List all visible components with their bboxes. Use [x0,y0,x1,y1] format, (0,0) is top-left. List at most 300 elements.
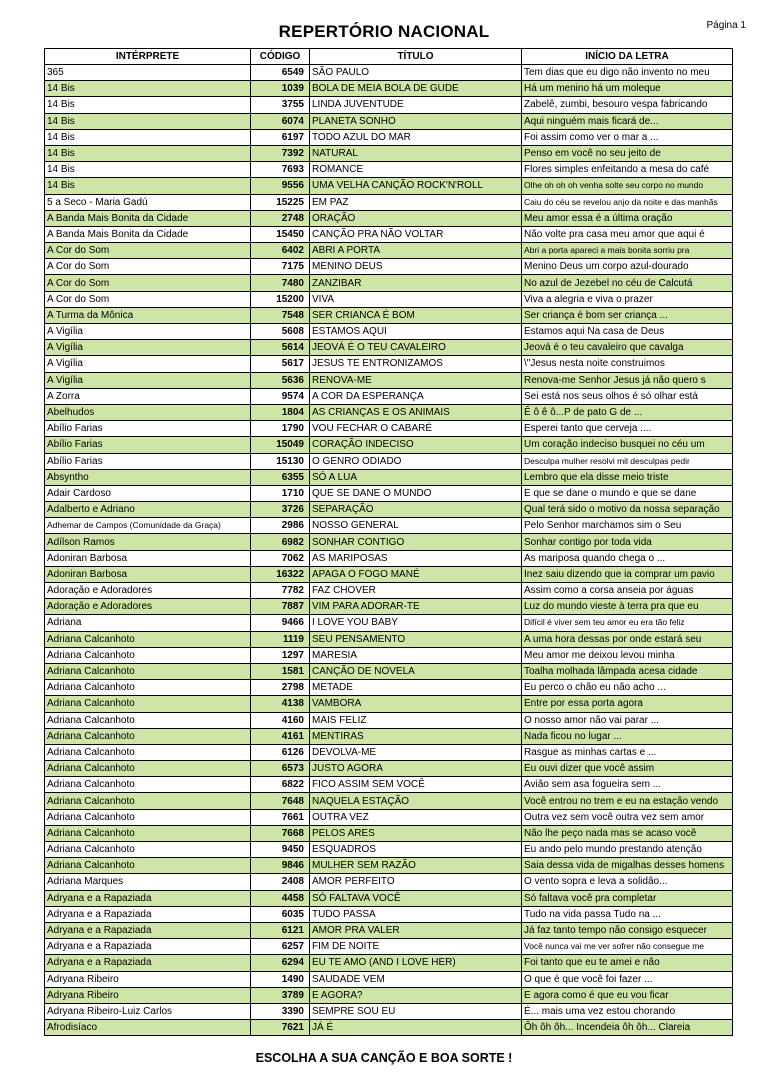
cell-inicio-da-letra: Ser criança é bom ser criança ... [522,307,733,323]
cell-titulo: PLANETA SONHO [310,113,522,129]
cell-interprete: 14 Bis [45,145,251,161]
cell-interprete: Adriana Calcanhoto [45,793,251,809]
cell-inicio-da-letra: O que é que você foi fazer ... [522,971,733,987]
column-header-titulo: TÍTULO [310,49,522,65]
cell-titulo: E AGORA? [310,987,522,1003]
cell-titulo: MAIS FELIZ [310,712,522,728]
cell-codigo: 1297 [251,647,310,663]
cell-titulo: VIM PARA ADORAR-TE [310,599,522,615]
cell-interprete: Adhemar de Campos (Comunidade da Graça) [45,518,251,534]
cell-codigo: 15049 [251,437,310,453]
cell-titulo: SONHAR CONTIGO [310,534,522,550]
cell-interprete: A Cor do Som [45,259,251,275]
cell-codigo: 15225 [251,194,310,210]
cell-titulo: FAZ CHOVER [310,583,522,599]
cell-titulo: JEOVÁ É O TEU CAVALEIRO [310,340,522,356]
cell-titulo: FICO ASSIM SEM VOCÊ [310,777,522,793]
cell-inicio-da-letra: Assim como a corsa anseia por águas [522,583,733,599]
table-row [45,210,733,226]
column-header-codigo: CÓDIGO [251,49,310,65]
cell-interprete: A Cor do Som [45,243,251,259]
cell-codigo: 6573 [251,761,310,777]
table-row [45,534,733,550]
cell-titulo: EM PAZ [310,194,522,210]
cell-titulo: EU TE AMO (AND I LOVE HER) [310,955,522,971]
table-row [45,599,733,615]
table-row [45,874,733,890]
cell-interprete: Adriana Calcanhoto [45,842,251,858]
cell-interprete: A Banda Mais Bonita da Cidade [45,226,251,242]
column-header-inicio-da-letra: INÍCIO DA LETRA [522,49,733,65]
cell-titulo: MARESIA [310,647,522,663]
table-row [45,502,733,518]
cell-interprete: Adriana Calcanhoto [45,680,251,696]
cell-inicio-da-letra: Nada ficou no lugar ... [522,728,733,744]
cell-interprete: Adoração e Adoradores [45,599,251,615]
cell-codigo: 2748 [251,210,310,226]
cell-interprete: Abílio Farias [45,421,251,437]
cell-inicio-da-letra: Um coração indeciso busquei no céu um [522,437,733,453]
cell-interprete: Adryana Ribeiro-Luiz Carlos [45,1003,251,1019]
table-row [45,955,733,971]
cell-interprete: Adriana Calcanhoto [45,728,251,744]
cell-inicio-da-letra: O nosso amor não vai parar ... [522,712,733,728]
cell-inicio-da-letra: Há um menino há um moleque [522,81,733,97]
table-row [45,647,733,663]
cell-titulo: SER CRIANCA É BOM [310,307,522,323]
cell-codigo: 7782 [251,583,310,599]
cell-inicio-da-letra: Já faz tanto tempo não consigo esquecer [522,922,733,938]
cell-titulo: ESQUADROS [310,842,522,858]
table-row [45,825,733,841]
cell-codigo: 7693 [251,162,310,178]
cell-titulo: VAMBORA [310,696,522,712]
table-row [45,453,733,469]
cell-codigo: 1710 [251,485,310,501]
cell-codigo: 3755 [251,97,310,113]
cell-titulo: NOSSO GENERAL [310,518,522,534]
cell-inicio-da-letra: Qual terá sido o motivo da nossa separação [522,502,733,518]
cell-inicio-da-letra: Não lhe peço nada mas se acaso você [522,825,733,841]
cell-interprete: Adriana Calcanhoto [45,809,251,825]
cell-codigo: 4160 [251,712,310,728]
cell-inicio-da-letra: Eu ouvi dizer que você assim [522,761,733,777]
cell-interprete: 365 [45,65,251,81]
cell-titulo: O GENRO ODIADO [310,453,522,469]
cell-interprete: 14 Bis [45,162,251,178]
cell-interprete: Adoração e Adoradores [45,583,251,599]
table-row [45,97,733,113]
cell-inicio-da-letra: Foi tanto que eu te amei e não [522,955,733,971]
cell-codigo: 7175 [251,259,310,275]
cell-titulo: SEMPRE SOU EU [310,1003,522,1019]
cell-interprete: Adriana Calcanhoto [45,777,251,793]
cell-inicio-da-letra: E agora como é que eu vou ficar [522,987,733,1003]
table-row [45,696,733,712]
cell-inicio-da-letra: Inez saiu dizendo que ia comprar um pavio [522,566,733,582]
cell-inicio-da-letra: Estamos aqui Na casa de Deus [522,324,733,340]
cell-titulo: JÁ É [310,1020,522,1036]
cell-codigo: 6355 [251,469,310,485]
table-row [45,728,733,744]
cell-interprete: 14 Bis [45,113,251,129]
cell-titulo: MULHER SEM RAZÃO [310,858,522,874]
cell-inicio-da-letra: Flores simples enfeitando a mesa do café [522,162,733,178]
table-row [45,1020,733,1036]
cell-codigo: 2798 [251,680,310,696]
table-row [45,761,733,777]
cell-codigo: 4161 [251,728,310,744]
table-row [45,550,733,566]
table-row [45,793,733,809]
cell-inicio-da-letra: Ôh ôh ôh... Incendeia ôh ôh... Clareia [522,1020,733,1036]
table-row [45,744,733,760]
table-row [45,81,733,97]
cell-inicio-da-letra: O vento sopra e leva a solidão... [522,874,733,890]
cell-inicio-da-letra: Você entrou no trem e eu na estação vendo [522,793,733,809]
table-row [45,1003,733,1019]
table-row [45,663,733,679]
cell-interprete: Adriana Calcanhoto [45,858,251,874]
cell-inicio-da-letra: \"Jesus nesta noite construimos [522,356,733,372]
cell-interprete: Abílio Farias [45,453,251,469]
cell-titulo: I LOVE YOU BABY [310,615,522,631]
cell-interprete: Adryana e a Rapaziada [45,922,251,938]
table-body [45,65,733,1036]
cell-codigo: 6074 [251,113,310,129]
cell-interprete: Abelhudos [45,404,251,420]
cell-interprete: Adriana Calcanhoto [45,647,251,663]
cell-titulo: VIVA [310,291,522,307]
table-row [45,194,733,210]
cell-titulo: TUDO PASSA [310,906,522,922]
cell-titulo: SÓ A LUA [310,469,522,485]
cell-inicio-da-letra: Jeová é o teu cavaleiro que cavalga [522,340,733,356]
cell-inicio-da-letra: Sei está nos seus olhos é só olhar está [522,388,733,404]
cell-inicio-da-letra: A uma hora dessas por onde estará seu [522,631,733,647]
cell-inicio-da-letra: Você nunca vai me ver sofrer não consegue me [522,939,733,955]
cell-inicio-da-letra: Renova-me Senhor Jesus já não quero s [522,372,733,388]
cell-interprete: Absyntho [45,469,251,485]
cell-interprete: Adriana Calcanhoto [45,744,251,760]
cell-interprete: 5 a Seco - Maria Gadú [45,194,251,210]
table-row [45,842,733,858]
cell-titulo: OUTRA VEZ [310,809,522,825]
cell-interprete: Adriana Calcanhoto [45,631,251,647]
cell-inicio-da-letra: Foi assim como ver o mar a ... [522,129,733,145]
cell-interprete: A Zorra [45,388,251,404]
cell-codigo: 9556 [251,178,310,194]
cell-codigo: 7062 [251,550,310,566]
cell-inicio-da-letra: Só faltava você pra completar [522,890,733,906]
table-row [45,129,733,145]
cell-codigo: 7668 [251,825,310,841]
cell-codigo: 3390 [251,1003,310,1019]
cell-codigo: 6294 [251,955,310,971]
cell-interprete: A Vigília [45,324,251,340]
cell-interprete: Adryana e a Rapaziada [45,955,251,971]
cell-inicio-da-letra: Menino Deus um corpo azul-dourado [522,259,733,275]
cell-titulo: AS CRIANÇAS E OS ANIMAIS [310,404,522,420]
cell-titulo: METADE [310,680,522,696]
page-title: REPERTÓRIO NACIONAL [278,22,490,41]
cell-interprete: Adryana Ribeiro [45,971,251,987]
table-row [45,307,733,323]
cell-inicio-da-letra: Zabelê, zumbi, besouro vespa fabricando [522,97,733,113]
table-row [45,437,733,453]
cell-interprete: Adair Cardoso [45,485,251,501]
cell-titulo: CANÇÃO PRA NÃO VOLTAR [310,226,522,242]
cell-codigo: 2408 [251,874,310,890]
table-row [45,583,733,599]
cell-inicio-da-letra: Tem dias que eu digo não invento no meu [522,65,733,81]
cell-codigo: 2986 [251,518,310,534]
cell-interprete: A Vigília [45,340,251,356]
table-row [45,291,733,307]
cell-codigo: 7887 [251,599,310,615]
cell-interprete: Adriana Calcanhoto [45,761,251,777]
table-row [45,356,733,372]
cell-codigo: 6197 [251,129,310,145]
cell-inicio-da-letra: Não volte pra casa meu amor que aqui é [522,226,733,242]
cell-inicio-da-letra: Aqui ninguém mais ficará de... [522,113,733,129]
table-row [45,162,733,178]
cell-codigo: 6822 [251,777,310,793]
cell-titulo: DEVOLVA-ME [310,744,522,760]
cell-codigo: 7392 [251,145,310,161]
cell-inicio-da-letra: Entre por essa porta agora [522,696,733,712]
cell-titulo: SEU PENSAMENTO [310,631,522,647]
repertoire-table [44,48,733,1036]
cell-codigo: 5614 [251,340,310,356]
cell-titulo: AMOR PRA VALER [310,922,522,938]
table-row [45,65,733,81]
table-row [45,712,733,728]
cell-inicio-da-letra: Meu amor me deixou levou minha [522,647,733,663]
cell-codigo: 9450 [251,842,310,858]
cell-codigo: 6549 [251,65,310,81]
cell-inicio-da-letra: Desculpa mulher resolvi mil desculpas pedir [522,453,733,469]
cell-interprete: A Vigília [45,372,251,388]
cell-codigo: 6982 [251,534,310,550]
cell-inicio-da-letra: Luz do mundo vieste à terra pra que eu [522,599,733,615]
cell-inicio-da-letra: Difícil é viver sem teu amor eu era tão feliz [522,615,733,631]
cell-codigo: 6126 [251,744,310,760]
cell-inicio-da-letra: Abri a porta apareci a mais bonita sorriu pra [522,243,733,259]
table-row [45,890,733,906]
cell-titulo: UMA VELHA CANÇÃO ROCK'N'ROLL [310,178,522,194]
cell-titulo: A COR DA ESPERANÇA [310,388,522,404]
cell-interprete: Adryana e a Rapaziada [45,890,251,906]
cell-interprete: A Vigília [45,356,251,372]
cell-codigo: 5636 [251,372,310,388]
cell-inicio-da-letra: As mariposa quando chega o ... [522,550,733,566]
table-row [45,485,733,501]
cell-titulo: PELOS ARES [310,825,522,841]
table-row [45,680,733,696]
table-row [45,858,733,874]
cell-codigo: 16322 [251,566,310,582]
cell-interprete: Adryana e a Rapaziada [45,939,251,955]
table-row [45,469,733,485]
cell-interprete: Adryana e a Rapaziada [45,906,251,922]
cell-codigo: 5608 [251,324,310,340]
cell-titulo: SÃO PAULO [310,65,522,81]
table-row [45,372,733,388]
cell-interprete: Adriana Calcanhoto [45,825,251,841]
footer-message: ESCOLHA A SUA CANÇÃO E BOA SORTE ! [255,1051,513,1065]
table-row [45,971,733,987]
cell-codigo: 6402 [251,243,310,259]
cell-inicio-da-letra: Meu amor essa é a última oração [522,210,733,226]
cell-inicio-da-letra: Ê ô ê ô...P de pato G de ... [522,404,733,420]
cell-titulo: MENTIRAS [310,728,522,744]
cell-codigo: 1581 [251,663,310,679]
cell-interprete: A Cor do Som [45,291,251,307]
table-row [45,340,733,356]
cell-titulo: APAGA O FOGO MANÉ [310,566,522,582]
cell-inicio-da-letra: Olhe oh oh oh venha solte seu corpo no mundo [522,178,733,194]
cell-inicio-da-letra: Saia dessa vida de migalhas desses homens [522,858,733,874]
cell-codigo: 7661 [251,809,310,825]
cell-codigo: 7548 [251,307,310,323]
table-row [45,987,733,1003]
cell-inicio-da-letra: No azul de Jezebel no céu de Calcutá [522,275,733,291]
cell-inicio-da-letra: Tudo na vida passa Tudo na ... [522,906,733,922]
cell-titulo: ESTAMOS AQUI [310,324,522,340]
cell-inicio-da-letra: É... mais uma vez estou chorando [522,1003,733,1019]
table-row [45,566,733,582]
table-row [45,809,733,825]
cell-codigo: 4138 [251,696,310,712]
cell-inicio-da-letra: Caiu do céu se revelou anjo da noite e das manhãs [522,194,733,210]
cell-interprete: A Cor do Som [45,275,251,291]
cell-interprete: 14 Bis [45,81,251,97]
cell-codigo: 1119 [251,631,310,647]
table-row [45,275,733,291]
cell-interprete: A Turma da Mônica [45,307,251,323]
cell-codigo: 6035 [251,906,310,922]
cell-codigo: 7480 [251,275,310,291]
cell-titulo: LINDA JUVENTUDE [310,97,522,113]
cell-inicio-da-letra: Outra vez sem você outra vez sem amor [522,809,733,825]
cell-titulo: ORAÇÃO [310,210,522,226]
table-row [45,906,733,922]
table-row [45,421,733,437]
cell-inicio-da-letra: Sonhar contigo por toda vida [522,534,733,550]
cell-codigo: 3726 [251,502,310,518]
cell-interprete: Adílson Ramos [45,534,251,550]
cell-codigo: 1039 [251,81,310,97]
cell-interprete: Adriana Marques [45,874,251,890]
cell-titulo: RENOVA-ME [310,372,522,388]
table-row [45,777,733,793]
cell-inicio-da-letra: Penso em você no seu jeito de [522,145,733,161]
cell-titulo: JESUS TE ENTRONIZAMOS [310,356,522,372]
table-header-row [45,49,733,65]
cell-codigo: 1804 [251,404,310,420]
page-number: Página 1 [706,20,746,31]
cell-titulo: SAUDADE VEM [310,971,522,987]
cell-titulo: NAQUELA ESTAÇÃO [310,793,522,809]
cell-interprete: Adriana Calcanhoto [45,696,251,712]
cell-titulo: FIM DE NOITE [310,939,522,955]
cell-inicio-da-letra: Eu ando pelo mundo prestando atenção [522,842,733,858]
cell-interprete: 14 Bis [45,97,251,113]
cell-inicio-da-letra: Eu perco o chão eu não acho ... [522,680,733,696]
cell-inicio-da-letra: Avião sem asa fogueira sem ... [522,777,733,793]
cell-interprete: Adriana [45,615,251,631]
cell-titulo: AMOR PERFEITO [310,874,522,890]
cell-titulo: VOU FECHAR O CABARÉ [310,421,522,437]
cell-codigo: 1790 [251,421,310,437]
cell-codigo: 1490 [251,971,310,987]
cell-codigo: 9574 [251,388,310,404]
table-row [45,243,733,259]
cell-codigo: 4458 [251,890,310,906]
cell-interprete: Adoniran Barbosa [45,550,251,566]
cell-interprete: 14 Bis [45,178,251,194]
cell-inicio-da-letra: Rasgue as minhas cartas e ... [522,744,733,760]
cell-inicio-da-letra: Esperei tanto que cerveja .... [522,421,733,437]
table-row [45,518,733,534]
cell-titulo: ZANZIBAR [310,275,522,291]
cell-codigo: 6257 [251,939,310,955]
table-row [45,615,733,631]
cell-interprete: Afrodisíaco [45,1020,251,1036]
cell-inicio-da-letra: Viva a alegria e viva o prazer [522,291,733,307]
cell-titulo: JUSTO AGORA [310,761,522,777]
cell-titulo: SEPARAÇÃO [310,502,522,518]
cell-interprete: Adalberto e Adriano [45,502,251,518]
table-row [45,324,733,340]
cell-codigo: 7621 [251,1020,310,1036]
cell-interprete: Abílio Farias [45,437,251,453]
cell-codigo: 9846 [251,858,310,874]
table-row [45,922,733,938]
table-row [45,145,733,161]
cell-codigo: 9466 [251,615,310,631]
cell-titulo: QUE SE DANE O MUNDO [310,485,522,501]
cell-inicio-da-letra: E que se dane o mundo e que se dane [522,485,733,501]
table-row [45,113,733,129]
cell-codigo: 15450 [251,226,310,242]
cell-titulo: ABRI A PORTA [310,243,522,259]
cell-inicio-da-letra: Lembro que ela disse meio triste [522,469,733,485]
cell-codigo: 7648 [251,793,310,809]
cell-inicio-da-letra: Toalha molhada lâmpada acesa cidade [522,663,733,679]
cell-titulo: CANÇÃO DE NOVELA [310,663,522,679]
cell-codigo: 5617 [251,356,310,372]
cell-titulo: NATURAL [310,145,522,161]
cell-titulo: SÓ FALTAVA VOCÊ [310,890,522,906]
cell-codigo: 15130 [251,453,310,469]
table-row [45,631,733,647]
cell-titulo: BOLA DE MEIA BOLA DE GUDE [310,81,522,97]
cell-interprete: A Banda Mais Bonita da Cidade [45,210,251,226]
cell-interprete: Adriana Calcanhoto [45,663,251,679]
cell-titulo: AS MARIPOSAS [310,550,522,566]
cell-titulo: MENINO DEUS [310,259,522,275]
table-row [45,259,733,275]
cell-interprete: 14 Bis [45,129,251,145]
cell-titulo: TODO AZUL DO MAR [310,129,522,145]
table-row [45,226,733,242]
cell-inicio-da-letra: Pelo Senhor marchamos sim o Seu [522,518,733,534]
cell-codigo: 6121 [251,922,310,938]
table-row [45,404,733,420]
table-row [45,939,733,955]
